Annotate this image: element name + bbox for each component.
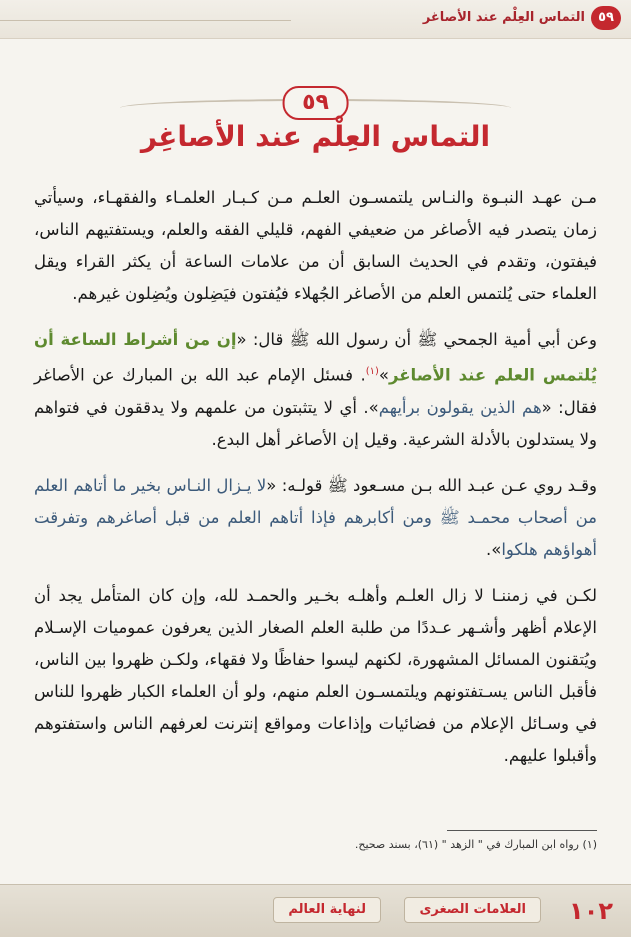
running-header-title: التماس العِلْم عند الأصاغر xyxy=(422,10,585,25)
paragraph-1: مـن عهـد النبـوة والنـاس يلتمسـون العلـم مـن كـبـار العلمـاء والفقهـاء، وسيأتي زمان يتصدر فيه الأصاغر من ضعيفي الفهم، قليلي الفقه والعلم، ويستفتيهم الناس، فيفتون، وتقدم في الحديث السابق أن من علامات الساعة أن يكثر القراء ويقل العلماء حتى يُلتمس العلم من الأصاغر الجُهلاء فيُفتون فيَضِلون ويُضِلون غيرهم. xyxy=(34,188,597,303)
paragraph-2-intro: وعن أبي أمية الجمحي ﷺ أن رسول الله ﷺ قال: « xyxy=(236,330,597,349)
paragraph-4: لكـن في زمننـا لا زال العلـم وأهلـه بخـير والحمـد لله، وإن كان المتأمل يجد أن الإعلام أظهر وأشـهر عـددًا من طلبة العلم الصغار الذين يعرفون عموميات الإسـلام ويُتقنون المسائل المشهورة، لكنهم ليسوا حفاظًا ولا فقهاء، ولكـن ظهروا بين الناس، فأقبل الناس يسـتفتونهم ويلتمسـون العلم منهم، ولو أن العلماء الكبار ظهروا للناس في وسـائل الإعلام من فضائيات وإذاعات ومواقع إنترنت لعرفهم الناس واستفتوهم وأقبلوا عليهم. xyxy=(34,585,597,765)
chapter-body xyxy=(34,182,597,786)
ibn-mubarak-quote: هم الذين يقولون برأيهم xyxy=(378,397,542,417)
paragraph-3 xyxy=(34,470,597,566)
footnote-rule xyxy=(447,830,597,831)
ibn-masud-quote: لا يـزال النـاس بخير ما أتاهم العلم من أصحاب محمـد ﷺ ومن أكابرهم فإذا أتاهم العلم من قبل أصاغرهم وتفرقت أهواؤهم هلكوا xyxy=(34,475,597,559)
footnote: (١) رواه ابن المبارك في " الزهد " (٦١)، بسند صحيح. xyxy=(354,838,597,851)
paragraph-3-intro: وقـد روي عـن عبـد الله بـن مسـعود ﷺ قولـه: « xyxy=(266,475,597,495)
footnote-ref[interactable]: (١) xyxy=(365,366,379,377)
paragraph-2 xyxy=(34,324,597,456)
chapter-number: ٥٩ xyxy=(282,86,349,120)
paragraph-3-end: ». xyxy=(485,539,502,559)
quote-close: » xyxy=(378,365,389,385)
chapter-title: التماس العِلْم عند الأصاغِر xyxy=(140,120,491,153)
page-footer xyxy=(0,884,631,937)
running-header xyxy=(0,0,631,39)
header-rule xyxy=(0,20,291,21)
paragraph-2-end: ». أي لا يتثبتون من علمهم ولا يدققون في فتواهم ولا يستدلون بالأدلة الشرعية. وقيل إن الأصاغر أهل البدع. xyxy=(34,397,597,449)
hadith-text: إن من أشراط الساعة أن يُلتمس العلم عند الأصاغر xyxy=(34,330,597,385)
book-title-tab-1: العلامات الصغرى xyxy=(404,897,541,923)
chapter-badge: ٥٩ xyxy=(591,6,621,30)
book-title-tab-2: لنهاية العالم xyxy=(273,897,381,923)
page-number: ١٠٢ xyxy=(569,897,613,925)
paragraph-2-middle: . فسئل الإمام عبد الله بن المبارك عن الأصاغر فقال: « xyxy=(34,365,597,417)
